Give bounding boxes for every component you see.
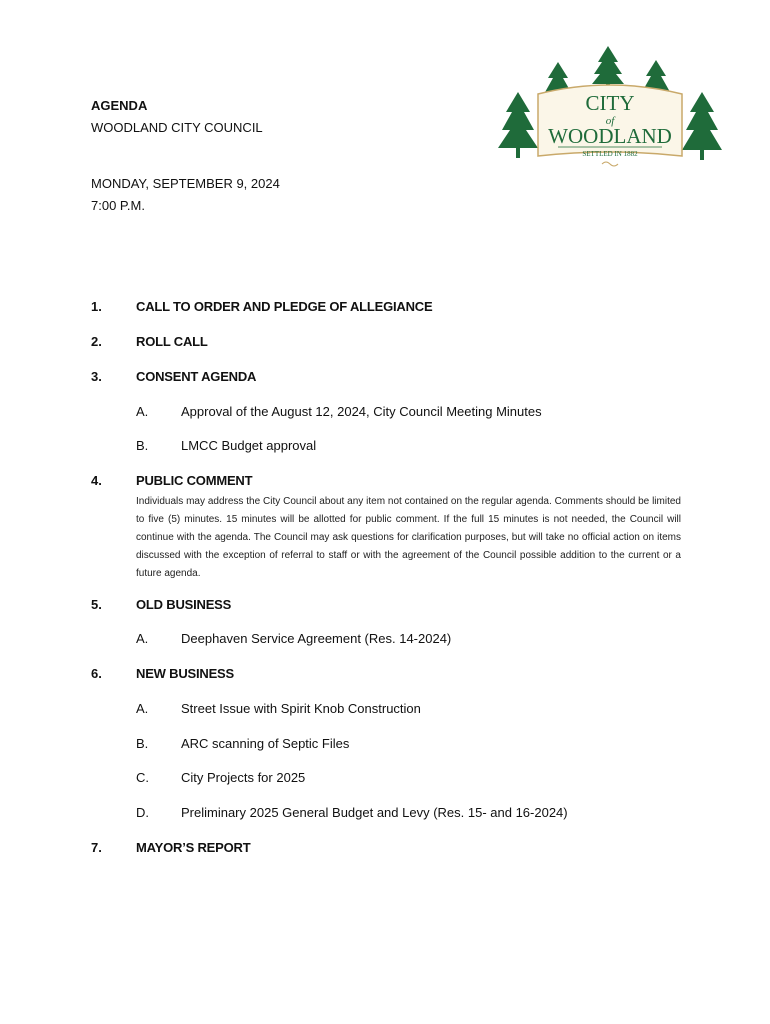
item-number: 7. (91, 840, 102, 855)
item-title: PUBLIC COMMENT (136, 473, 253, 488)
sub-item-text: Approval of the August 12, 2024, City Council Meeting Minutes (181, 404, 542, 419)
logo-woodland: WOODLAND (548, 124, 672, 148)
sub-item-text: Deephaven Service Agreement (Res. 14-2024) (181, 631, 452, 646)
item-number: 3. (91, 369, 102, 384)
logo-of: of (605, 115, 615, 127)
public-comment-text: Individuals may address the City Council about any item not contained on the regular agenda. Comments should be limited to five (5) minutes. 15 minutes will be allotted for public comment. If the full 15 minutes is not needed, the Council will continue with the agenda. The Council may ask questions for clarification purposes, but will take no official action on items discussed with the exception of referral to staff or with the agreement of the Council possible addition to the current or a future agenda. (136, 496, 681, 579)
sub-item-text: LMCC Budget approval (181, 438, 317, 453)
item-title: OLD BUSINESS (136, 597, 232, 612)
sub-item-letter: A. (136, 404, 149, 419)
item-title: NEW BUSINESS (136, 666, 235, 681)
item-title: MAYOR’S REPORT (136, 840, 251, 855)
item-number: 4. (91, 473, 102, 488)
sub-item-letter: A. (136, 701, 149, 716)
item-number: 6. (91, 666, 102, 681)
item-number: 2. (91, 334, 102, 349)
sub-item-letter: D. (136, 805, 149, 820)
sub-item-letter: B. (136, 438, 149, 453)
meeting-date: MONDAY, SEPTEMBER 9, 2024 (91, 176, 280, 191)
item-title: ROLL CALL (136, 334, 208, 349)
council-name: WOODLAND CITY COUNCIL (91, 120, 263, 135)
logo-city: CITY (585, 91, 635, 115)
item-title: CALL TO ORDER AND PLEDGE OF ALLEGIANCE (136, 299, 433, 314)
sub-item-text: Preliminary 2025 General Budget and Levy (Res. 15- and 16-2024) (181, 805, 568, 820)
city-of-woodland-logo (498, 44, 722, 174)
item-number: 5. (91, 597, 102, 612)
item-title: CONSENT AGENDA (136, 369, 257, 384)
meeting-time: 7:00 P.M. (91, 198, 145, 213)
agenda-header (91, 95, 280, 217)
sub-item-letter: B. (136, 736, 149, 751)
logo-settled: SETTLED IN 1882 (582, 150, 638, 158)
sub-item-text: Street Issue with Spirit Knob Construction (181, 701, 421, 716)
agenda-title: AGENDA (91, 98, 148, 113)
sub-item-letter: A. (136, 631, 149, 646)
sub-item-text: ARC scanning of Septic Files (181, 736, 350, 751)
sub-item-text: City Projects for 2025 (181, 770, 306, 785)
item-number: 1. (91, 299, 102, 314)
sub-item-letter: C. (136, 770, 149, 785)
